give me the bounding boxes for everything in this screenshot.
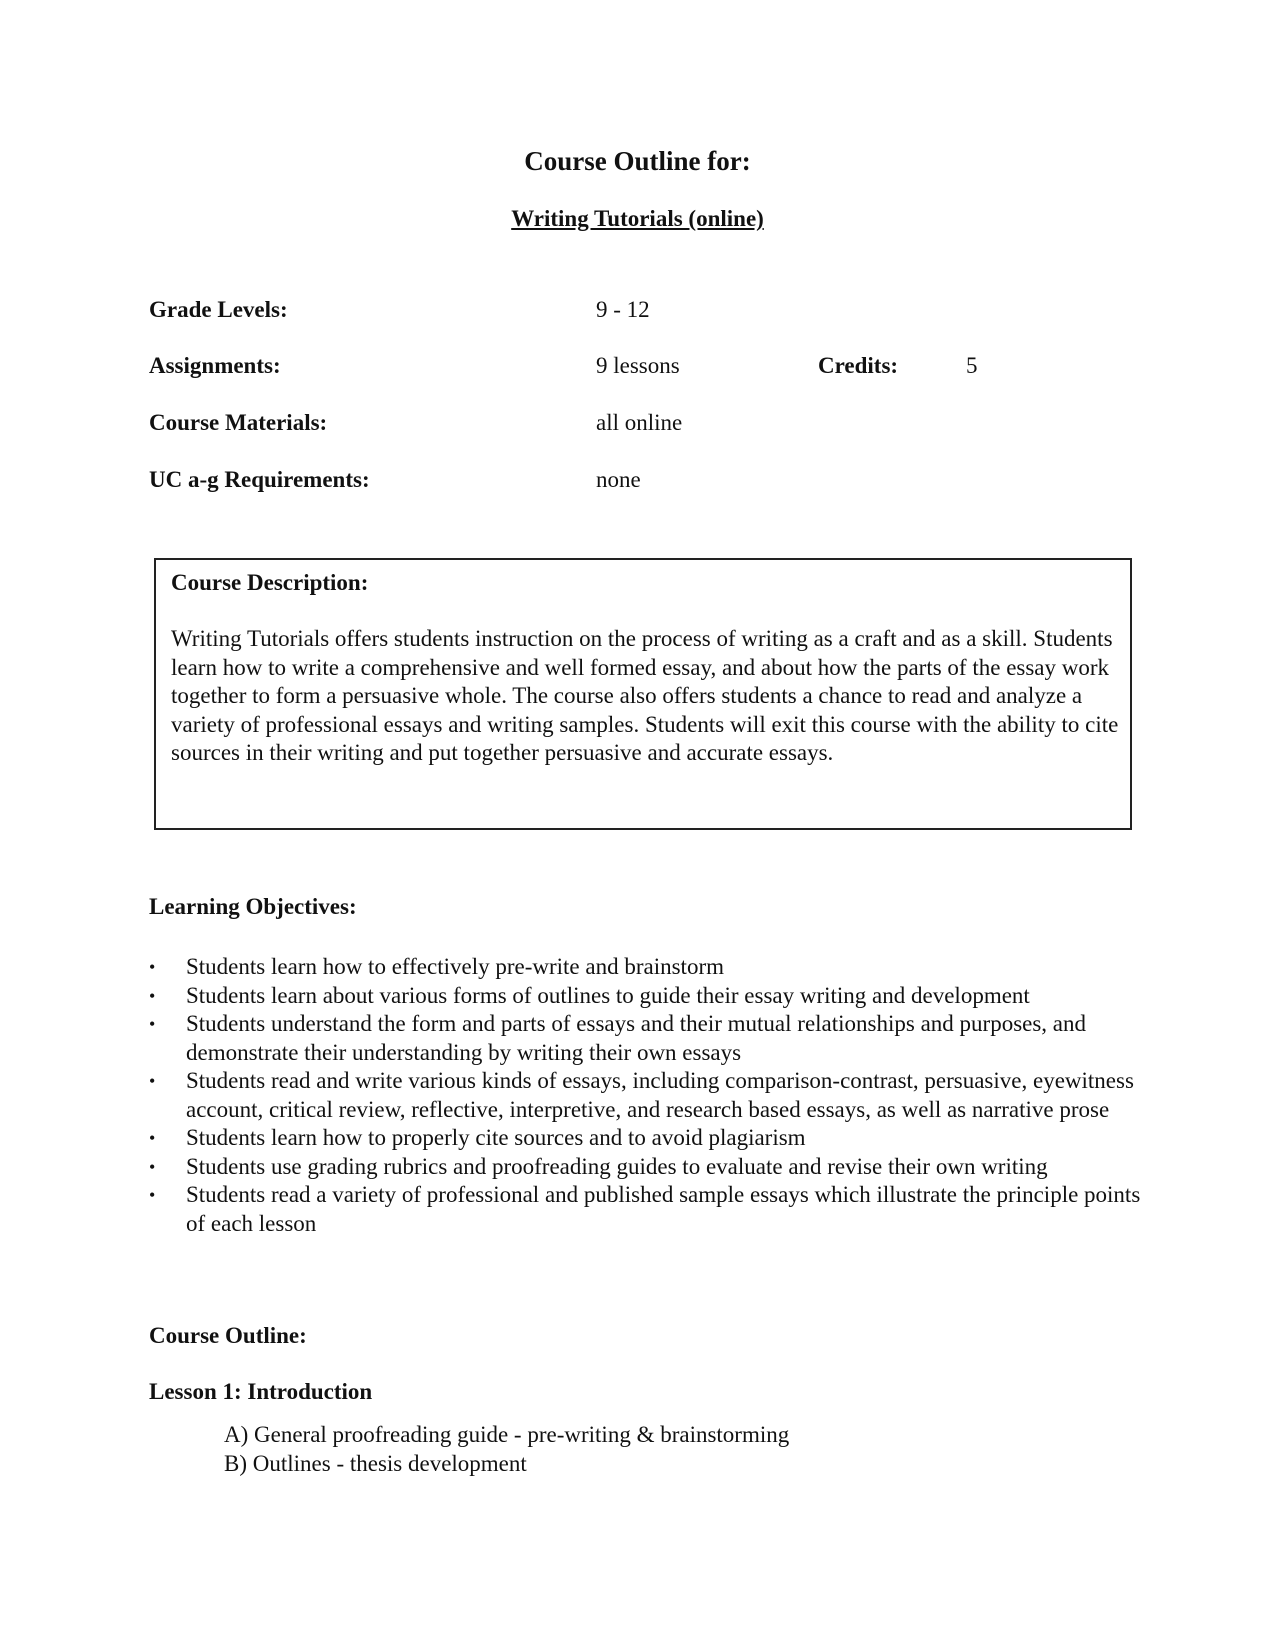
objective-text: Students read and write various kinds of essays, including comparison-contrast, persuasive, eyewitness account, critical review, reflective, interpretive, and research based essays, as well as narrative prose xyxy=(186,1068,1134,1122)
bullet-icon: • xyxy=(149,957,156,977)
lesson-item: A) General proofreading guide - pre-writing & brainstorming xyxy=(224,1422,790,1447)
objective-item xyxy=(149,1124,1149,1153)
course-description-heading: Course Description: xyxy=(171,570,369,595)
uc-requirements-value: none xyxy=(596,467,641,492)
lesson-1-items xyxy=(224,1420,789,1478)
course-outline-heading: Course Outline: xyxy=(149,1323,307,1348)
grade-levels-label: Grade Levels: xyxy=(149,297,288,322)
assignments-value: 9 lessons xyxy=(596,353,680,378)
objective-text: Students learn how to effectively pre-write and brainstorm xyxy=(186,954,724,979)
objective-item xyxy=(149,1153,1149,1182)
credits-value: 5 xyxy=(966,353,978,378)
page-title: Course Outline for: xyxy=(524,146,751,176)
objective-item xyxy=(149,982,1149,1011)
course-materials-value: all online xyxy=(596,410,683,435)
lesson-1-title: Lesson 1: Introduction xyxy=(149,1379,373,1404)
bullet-icon: • xyxy=(149,1071,156,1091)
objective-item xyxy=(149,1010,1149,1067)
credits-label: Credits: xyxy=(818,353,899,378)
lesson-item: B) Outlines - thesis development xyxy=(224,1451,527,1476)
course-name xyxy=(0,206,1275,232)
objective-text: Students learn how to properly cite sources and to avoid plagiarism xyxy=(186,1125,806,1150)
objective-text: Students understand the form and parts of essays and their mutual relationships and purposes, and demonstrate their understanding by writing their own essays xyxy=(186,1011,1087,1065)
learning-objectives-list xyxy=(149,953,1149,1238)
course-description-text: Writing Tutorials offers students instruction on the process of writing as a craft and as a skill. Students learn how to write a comprehensive and well formed essay, and about how the parts of the essay work together to form a persuasive whole. The course also offers students a chance to read and analyze a variety of professional essays and writing samples. Students will exit this course with the ability to cite sources in their writing and put together persuasive and accurate essays. xyxy=(171,626,1119,765)
objective-item xyxy=(149,1067,1149,1124)
assignments-label: Assignments: xyxy=(149,353,281,378)
uc-requirements-label: UC a-g Requirements: xyxy=(149,467,370,492)
bullet-icon: • xyxy=(149,985,156,1006)
course-description-box xyxy=(154,558,1132,830)
objective-item xyxy=(149,953,1149,982)
course-name-text: Writing Tutorials (online) xyxy=(511,206,764,231)
objective-text: Students learn about various forms of outlines to guide their essay writing and development xyxy=(186,982,1030,1008)
bullet-icon: • xyxy=(149,1014,156,1034)
bullet-icon: • xyxy=(149,1156,156,1177)
bullet-icon: • xyxy=(149,1185,156,1205)
grade-levels-value: 9 - 12 xyxy=(596,297,650,322)
learning-objectives-heading: Learning Objectives: xyxy=(149,894,357,919)
course-materials-label: Course Materials: xyxy=(149,410,328,435)
objective-item xyxy=(149,1181,1149,1238)
objective-text: Students read a variety of professional and published sample essays which illustrate the principle points of each lesson xyxy=(186,1182,1141,1236)
bullet-icon: • xyxy=(149,1128,156,1148)
objective-text: Students use grading rubrics and proofreading guides to evaluate and revise their own writing xyxy=(186,1153,1048,1179)
